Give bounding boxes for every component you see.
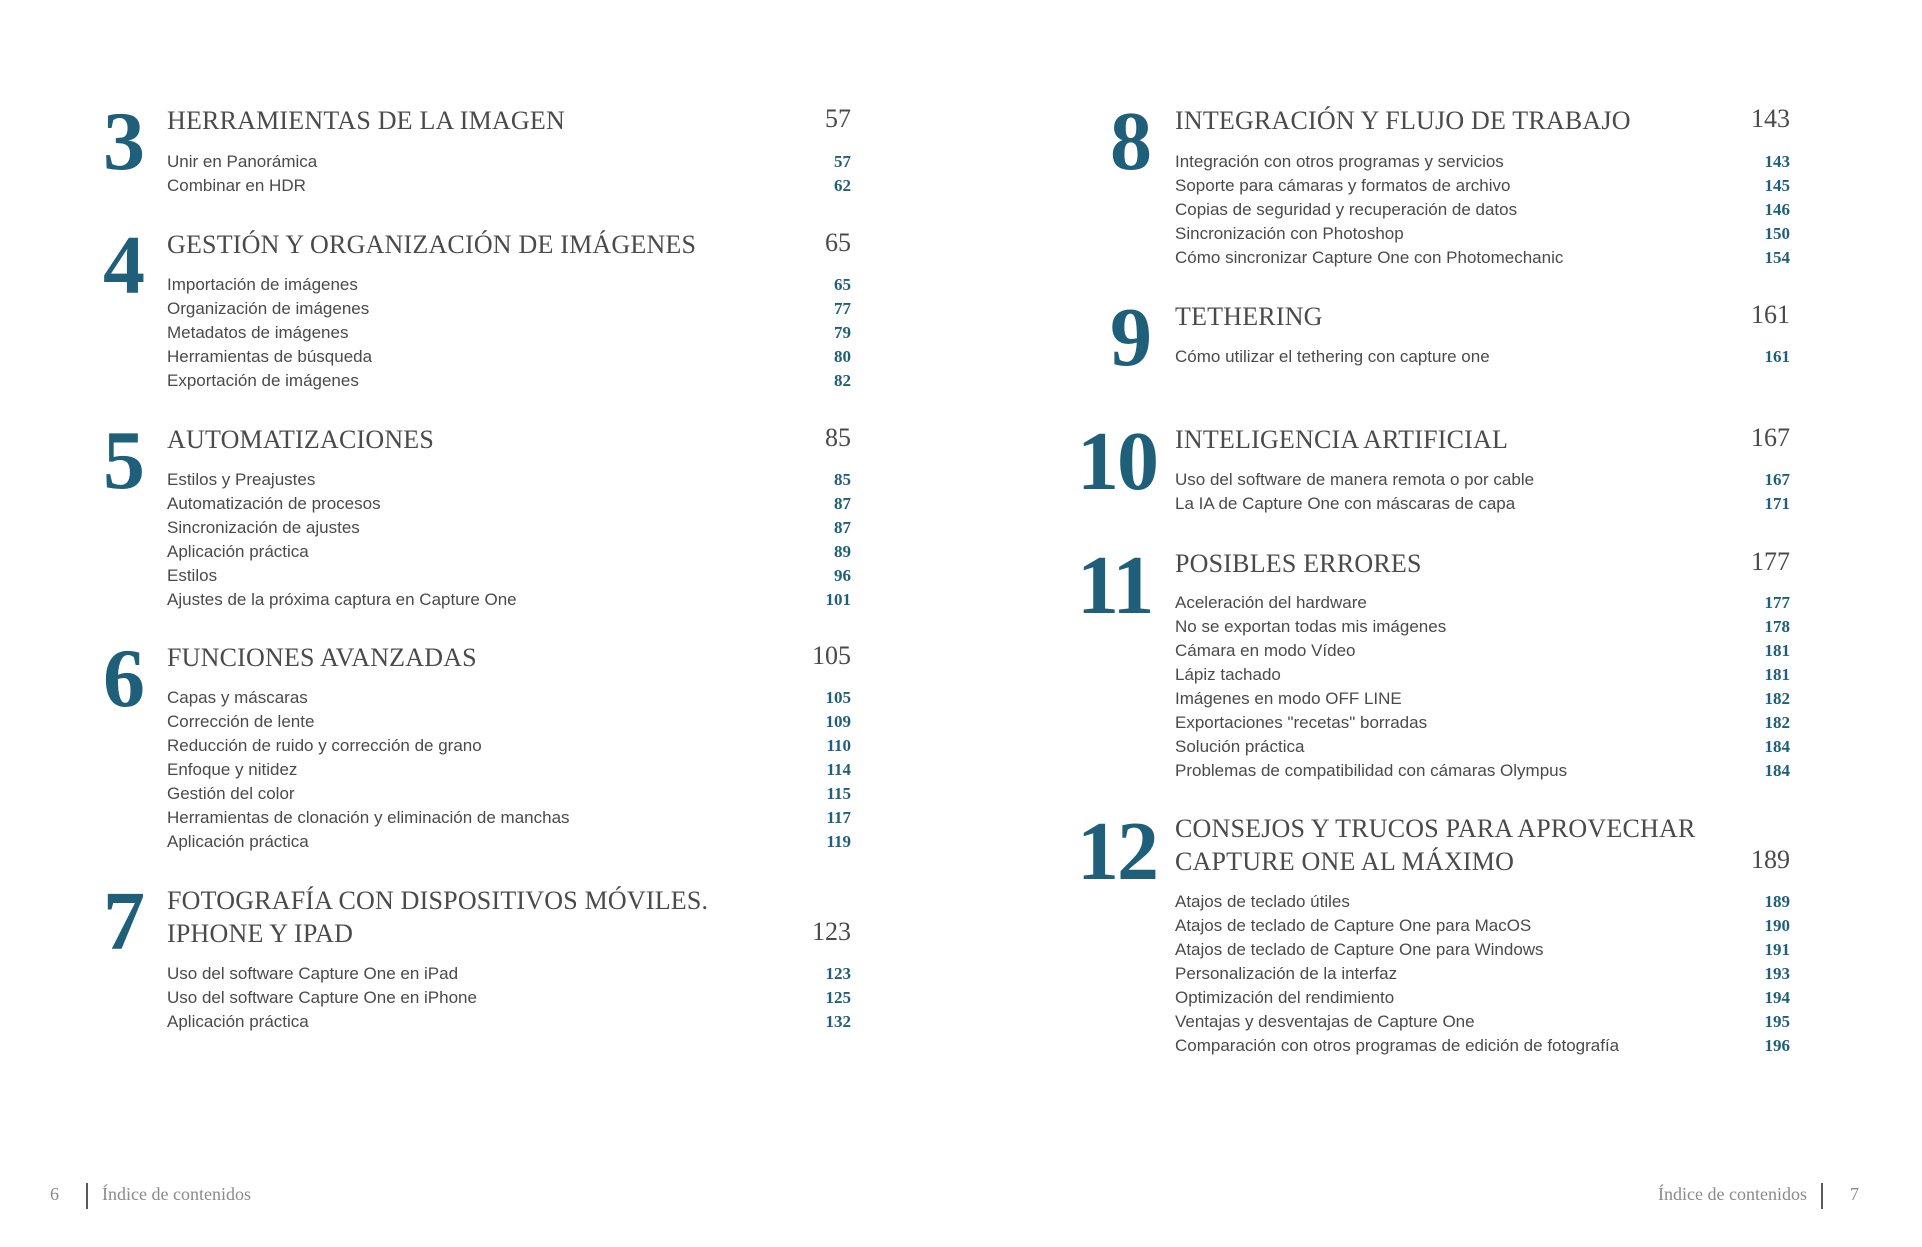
entry-list (167, 962, 851, 1034)
toc-entry[interactable] (167, 686, 851, 710)
entry-label: Reducción de ruido y corrección de grano (167, 736, 482, 755)
entry-list (1175, 345, 1790, 369)
toc-entry[interactable] (1175, 759, 1790, 783)
entry-page: 79 (834, 323, 851, 342)
toc-entry[interactable] (1175, 1034, 1790, 1058)
toc-entry[interactable] (1175, 962, 1790, 986)
toc-entry[interactable] (167, 273, 851, 297)
chapter-number: 8 (1110, 95, 1150, 188)
entry-label: Aplicación práctica (167, 832, 309, 851)
entry-page: 191 (1764, 940, 1790, 959)
entry-page: 114 (826, 760, 851, 779)
entry-label: Personalización de la interfaz (1175, 964, 1398, 983)
toc-entry[interactable] (1175, 246, 1790, 270)
entry-page: 125 (825, 988, 851, 1007)
entry-label: Enfoque y nitidez (167, 760, 298, 779)
toc-entry[interactable] (167, 830, 851, 854)
entry-page: 182 (1764, 713, 1790, 732)
entry-label: Soporte para cámaras y formatos de archivo (1175, 176, 1511, 195)
chapter-page[interactable]: 177 (1751, 547, 1790, 576)
chapter-number: 6 (103, 632, 143, 725)
entry-label: La IA de Capture One con máscaras de capa (1175, 494, 1516, 513)
toc-entry[interactable] (1175, 492, 1790, 516)
toc-entry[interactable] (167, 1010, 851, 1034)
entry-label: Capas y máscaras (167, 688, 308, 707)
entry-list (1175, 890, 1790, 1058)
entry-page: 101 (825, 590, 851, 609)
entry-label: Problemas de compatibilidad con cámaras Olympus (1175, 761, 1568, 780)
chapter-page[interactable]: 85 (825, 423, 851, 452)
entry-label: Exportaciones "recetas" borradas (1175, 713, 1428, 732)
entry-page: 181 (1764, 665, 1790, 684)
entry-label: Corrección de lente (167, 712, 315, 731)
footer-right (1658, 1183, 1859, 1209)
entry-page: 184 (1764, 737, 1790, 756)
entry-label: Sincronización de ajustes (167, 518, 360, 537)
toc-entry[interactable] (167, 174, 851, 198)
entry-label: Estilos (167, 566, 218, 585)
chapter-title[interactable]: FUNCIONES AVANZADAS (167, 643, 477, 672)
entry-label: Automatización de procesos (167, 494, 381, 513)
toc-entry[interactable] (1175, 345, 1790, 369)
toc-entry[interactable] (1175, 591, 1790, 615)
toc-entry[interactable] (1175, 468, 1790, 492)
entry-page: 177 (1764, 593, 1790, 612)
toc-entry[interactable] (1175, 222, 1790, 246)
entry-label: Imágenes en modo OFF LINE (1175, 689, 1402, 708)
footer-divider (86, 1183, 88, 1209)
chapter-title[interactable]: TETHERING (1175, 302, 1323, 331)
entry-label: Aplicación práctica (167, 1012, 309, 1031)
entry-page: 143 (1764, 152, 1790, 171)
footer-divider (1821, 1183, 1823, 1209)
chapter-page[interactable]: 123 (812, 917, 851, 946)
entry-label: Sincronización con Photoshop (1175, 224, 1404, 243)
chapter-page[interactable]: 57 (825, 104, 851, 133)
toc-entry[interactable] (167, 710, 851, 734)
entry-page: 150 (1764, 224, 1790, 243)
entry-page: 145 (1764, 176, 1790, 195)
entry-label: Cómo utilizar el tethering con capture one (1175, 347, 1490, 366)
chapter-number: 9 (1110, 291, 1150, 384)
chapter-number: 10 (1077, 415, 1157, 508)
toc-entry[interactable] (167, 468, 851, 492)
toc-entry[interactable] (167, 492, 851, 516)
entry-page: 193 (1764, 964, 1790, 983)
entry-label: Ventajas y desventajas de Capture One (1175, 1012, 1475, 1031)
toc-entry[interactable] (167, 297, 851, 321)
entry-label: Organización de imágenes (167, 299, 370, 318)
entry-list (1175, 591, 1790, 783)
entry-page: 119 (826, 832, 851, 851)
toc-entry[interactable] (167, 986, 851, 1010)
chapter-title-line2[interactable]: CAPTURE ONE AL MÁXIMO (1175, 847, 1515, 876)
toc-entry[interactable] (167, 345, 851, 369)
entry-page: 189 (1764, 892, 1790, 911)
toc-entry[interactable] (1175, 639, 1790, 663)
toc-entry[interactable] (1175, 663, 1790, 687)
entry-page: 178 (1764, 617, 1790, 636)
entry-label: Cómo sincronizar Capture One con Photomechanic (1175, 248, 1564, 267)
entry-label: Estilos y Preajustes (167, 470, 316, 489)
chapter-number: 11 (1077, 539, 1153, 632)
entry-page: 195 (1764, 1012, 1790, 1031)
entry-page: 181 (1764, 641, 1790, 660)
entry-page: 96 (834, 566, 851, 585)
entry-label: Combinar en HDR (167, 176, 306, 195)
entry-list (167, 686, 851, 854)
entry-page: 82 (834, 371, 851, 390)
entry-page: 80 (834, 347, 851, 366)
entry-list (167, 468, 851, 612)
entry-page: 190 (1764, 916, 1790, 935)
chapter-number: 3 (103, 95, 143, 188)
toc-entry[interactable] (167, 758, 851, 782)
page-number: 7 (1849, 1184, 1859, 1205)
entry-list (1175, 150, 1790, 270)
entry-label: Copias de seguridad y recuperación de datos (1175, 200, 1518, 219)
entry-page: 87 (834, 518, 851, 537)
toc-entry[interactable] (1175, 615, 1790, 639)
chapter-title[interactable]: GESTIÓN Y ORGANIZACIÓN DE IMÁGENES (167, 230, 697, 259)
entry-label: Ajustes de la próxima captura en Capture One (167, 590, 517, 609)
toc-entry[interactable] (1175, 174, 1790, 198)
chapter-title[interactable]: FOTOGRAFÍA CON DISPOSITIVOS MÓVILES. (167, 886, 709, 915)
entry-label: Uso del software de manera remota o por cable (1175, 470, 1535, 489)
entry-page: 117 (826, 808, 851, 827)
chapter-title[interactable]: CONSEJOS Y TRUCOS PARA APROVECHAR (1175, 814, 1696, 843)
toc-entry[interactable] (167, 806, 851, 830)
toc-entry[interactable] (1175, 150, 1790, 174)
chapter-title[interactable]: AUTOMATIZACIONES (167, 425, 435, 454)
entry-list (167, 150, 851, 198)
chapter-number: 7 (103, 875, 143, 968)
chapter-page[interactable]: 189 (1751, 845, 1790, 874)
toc-entry[interactable] (1175, 1010, 1790, 1034)
toc-entry[interactable] (167, 564, 851, 588)
toc-entry[interactable] (167, 962, 851, 986)
chapter-number: 12 (1077, 805, 1157, 898)
entry-label: Importación de imágenes (167, 275, 358, 294)
entry-page: 123 (825, 964, 851, 983)
entry-label: Uso del software Capture One en iPhone (167, 988, 477, 1007)
toc-entry[interactable] (1175, 687, 1790, 711)
chapter-page[interactable]: 143 (1751, 104, 1790, 133)
entry-page: 154 (1764, 248, 1790, 267)
toc-entry[interactable] (167, 369, 851, 393)
toc-entry[interactable] (167, 150, 851, 174)
entry-page: 62 (834, 176, 851, 195)
entry-list (167, 273, 851, 393)
toc-entry[interactable] (1175, 711, 1790, 735)
entry-page: 161 (1764, 347, 1790, 366)
entry-page: 109 (825, 712, 851, 731)
entry-page: 85 (834, 470, 851, 489)
toc-entry[interactable] (1175, 735, 1790, 759)
entry-label: No se exportan todas mis imágenes (1175, 617, 1447, 636)
footer-label: Índice de contenidos (1658, 1184, 1807, 1205)
entry-list (1175, 468, 1790, 516)
chapter-title[interactable]: HERRAMIENTAS DE LA IMAGEN (167, 106, 565, 135)
toc-entry[interactable] (1175, 986, 1790, 1010)
chapter-title[interactable]: POSIBLES ERRORES (1175, 549, 1422, 578)
entry-page: 167 (1764, 470, 1790, 489)
entry-page: 110 (826, 736, 851, 755)
entry-label: Herramientas de búsqueda (167, 347, 373, 366)
entry-label: Unir en Panorámica (167, 152, 318, 171)
entry-label: Integración con otros programas y servicios (1175, 152, 1504, 171)
entry-page: 87 (834, 494, 851, 513)
entry-label: Herramientas de clonación y eliminación de manchas (167, 808, 570, 827)
toc-entry[interactable] (167, 782, 851, 806)
chapter-number: 4 (103, 219, 143, 312)
entry-page: 77 (834, 299, 851, 318)
toc-entry[interactable] (167, 540, 851, 564)
entry-label: Uso del software Capture One en iPad (167, 964, 459, 983)
entry-page: 115 (826, 784, 851, 803)
entry-label: Gestión del color (167, 784, 295, 803)
entry-page: 89 (834, 542, 851, 561)
toc-entry[interactable] (1175, 198, 1790, 222)
entry-page: 184 (1764, 761, 1790, 780)
toc-entry[interactable] (167, 321, 851, 345)
chapter-number: 5 (103, 414, 143, 507)
chapter-page[interactable]: 167 (1751, 423, 1790, 452)
entry-label: Metadatos de imágenes (167, 323, 349, 342)
entry-label: Atajos de teclado de Capture One para Windows (1175, 940, 1544, 959)
chapter-title-line2[interactable]: IPHONE Y IPAD (167, 919, 354, 948)
toc-entry[interactable] (167, 734, 851, 758)
entry-page: 105 (825, 688, 851, 707)
chapter-page[interactable]: 105 (812, 641, 851, 670)
entry-label: Comparación con otros programas de edición de fotografía (1175, 1036, 1620, 1055)
toc-entry[interactable] (1175, 890, 1790, 914)
entry-page: 194 (1764, 988, 1790, 1007)
toc-entry[interactable] (1175, 938, 1790, 962)
entry-label: Exportación de imágenes (167, 371, 359, 390)
toc-entry[interactable] (1175, 914, 1790, 938)
entry-page: 182 (1764, 689, 1790, 708)
entry-page: 65 (834, 275, 851, 294)
chapter-page[interactable]: 65 (825, 228, 851, 257)
entry-label: Aplicación práctica (167, 542, 309, 561)
entry-label: Aceleración del hardware (1175, 593, 1367, 612)
chapter-title[interactable]: INTELIGENCIA ARTIFICIAL (1175, 425, 1509, 454)
toc-entry[interactable] (167, 588, 851, 612)
entry-page: 196 (1764, 1036, 1790, 1055)
entry-page: 132 (825, 1012, 851, 1031)
entry-label: Atajos de teclado útiles (1175, 892, 1350, 911)
footer-left (50, 1183, 251, 1209)
entry-label: Optimización del rendimiento (1175, 988, 1395, 1007)
entry-label: Solución práctica (1175, 737, 1305, 756)
entry-page: 146 (1764, 200, 1790, 219)
entry-page: 57 (834, 152, 851, 171)
entry-label: Cámara en modo Vídeo (1175, 641, 1356, 660)
entry-page: 171 (1764, 494, 1790, 513)
entry-label: Atajos de teclado de Capture One para MacOS (1175, 916, 1532, 935)
chapter-page[interactable]: 161 (1751, 300, 1790, 329)
footer-label: Índice de contenidos (102, 1184, 251, 1205)
chapter-title[interactable]: INTEGRACIÓN Y FLUJO DE TRABAJO (1175, 106, 1631, 135)
page-number: 6 (50, 1184, 59, 1205)
entry-label: Lápiz tachado (1175, 665, 1281, 684)
toc-entry[interactable] (167, 516, 851, 540)
